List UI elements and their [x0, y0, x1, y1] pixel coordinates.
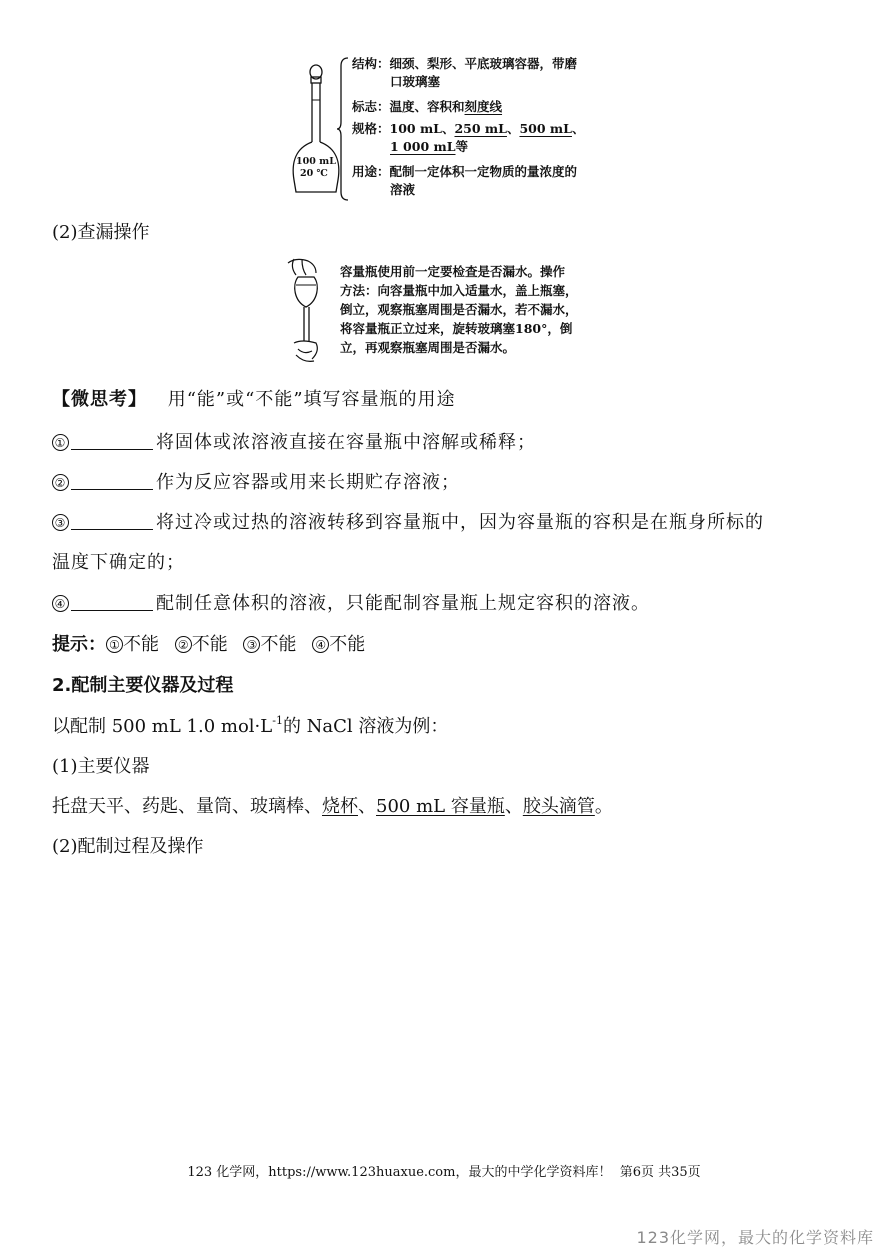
circled-number: ① [106, 636, 123, 653]
think-item-text: 将固体或浓溶液直接在容量瓶中溶解或稀释； [156, 432, 536, 453]
spec-250: 250 mL [454, 121, 507, 136]
answer-blank[interactable] [71, 473, 153, 490]
spec-500: 500 mL [519, 121, 572, 136]
leak-check-description [340, 262, 578, 357]
structure-text-cont: 口玻璃塞 [390, 74, 441, 89]
structure-label: 结构： [352, 56, 390, 71]
think-item-4 [52, 589, 650, 615]
leak-line: 将容量瓶正立过来，旋转玻璃塞180°，倒 [340, 321, 573, 336]
use-text-cont: 溶液 [390, 182, 416, 197]
spec-100: 100 mL、 [389, 121, 455, 136]
hint-answer: 不能 [329, 634, 366, 655]
instrument-beaker: 烧杯 [322, 796, 358, 817]
brace-bracket [336, 56, 350, 202]
instruments-heading: (1)主要仪器 [52, 756, 150, 777]
answer-blank[interactable] [71, 433, 153, 450]
think-item-2 [52, 468, 460, 494]
circled-number: ② [175, 636, 192, 653]
example-text-end: 的 NaCl 溶液为例： [282, 716, 449, 737]
leak-line: 倒立，观察瓶塞周围是否漏水，若不漏水， [340, 302, 578, 317]
use-text: 配制一定体积一定物质的量浓度的 [389, 164, 578, 179]
think-prompt [52, 385, 456, 411]
leak-line: 容量瓶使用前一定要检查是否漏水。操作 [340, 264, 566, 279]
leak-check-illustration [282, 255, 338, 367]
think-question: 用“能”或“不能”填写容量瓶的用途 [167, 389, 456, 410]
process-heading: (2)配制过程及操作 [52, 836, 204, 857]
hint-answer: 不能 [191, 634, 228, 655]
mark-text-underlined: 刻度线 [464, 99, 503, 114]
spec-sep: 、 [571, 121, 585, 136]
example-superscript: -1 [272, 714, 283, 727]
instrument-sep: 、 [358, 796, 376, 817]
section-2-example [52, 712, 448, 738]
mark-text: 温度、容积和 [389, 99, 465, 114]
instrument-dropper: 胶头滴管 [522, 796, 595, 817]
think-item-text: 作为反应容器或用来长期贮存溶液； [156, 472, 460, 493]
instruments-end: 。 [594, 796, 613, 817]
hint-answer: 不能 [260, 634, 297, 655]
answer-blank[interactable] [71, 513, 153, 530]
instrument-sep: 、 [504, 796, 523, 817]
circled-number: ④ [52, 595, 69, 612]
circled-number: ④ [312, 636, 329, 653]
circled-number: ③ [243, 636, 260, 653]
instruments-text: 托盘天平、药匙、量筒、玻璃棒、 [52, 796, 322, 817]
flask-label-temp: 20 ℃ [300, 168, 328, 179]
spec-1000: 1 000 mL [390, 139, 456, 154]
instrument-volumetric-flask: 500 mL 容量瓶 [376, 796, 505, 817]
think-item-3 [52, 508, 764, 534]
mark-label: 标志： [352, 99, 390, 114]
answer-blank[interactable] [71, 594, 153, 611]
think-tag: 【微思考】 [52, 389, 147, 410]
think-item-1 [52, 428, 536, 454]
use-label: 用途： [352, 164, 390, 179]
leak-line: 立，再观察瓶塞周围是否漏水。 [340, 340, 516, 355]
example-text: 以配制 500 mL 1.0 mol·L [52, 716, 273, 737]
leak-check-heading: (2)查漏操作 [52, 222, 150, 243]
flask-label-volume: 100 mL [296, 156, 336, 167]
think-item-text: 将过冷或过热的溶液转移到容量瓶中，因为容量瓶的容积是在瓶身所标的 [156, 512, 764, 533]
page-footer: 123 化学网，https://www.123huaxue.com，最大的中学化学资料库！ 第6页 共35页 [187, 1165, 701, 1180]
watermark: 123化学网，最大的化学资料库 [636, 1228, 874, 1247]
hint-label: 提示： [52, 634, 106, 655]
circled-number: ① [52, 434, 69, 451]
hint-answer: 不能 [123, 634, 159, 655]
leak-line: 方法：向容量瓶中加入适量水，盖上瓶塞， [340, 283, 578, 298]
spec-sep: 、 [506, 121, 520, 136]
circled-number: ② [52, 474, 69, 491]
spec-end: 等 [455, 139, 469, 154]
hint-line [52, 630, 365, 656]
think-item-text: 配制任意体积的溶液，只能配制容量瓶上规定容积的溶液。 [156, 593, 650, 614]
circled-number: ③ [52, 514, 69, 531]
structure-text: 细颈、梨形、平底玻璃容器，带磨 [389, 56, 578, 71]
think-item-3-cont: 温度下确定的； [52, 552, 185, 573]
instruments-list [52, 792, 613, 818]
spec-label: 规格： [352, 121, 390, 136]
section-2-title: 2.配制主要仪器及过程 [52, 675, 234, 696]
